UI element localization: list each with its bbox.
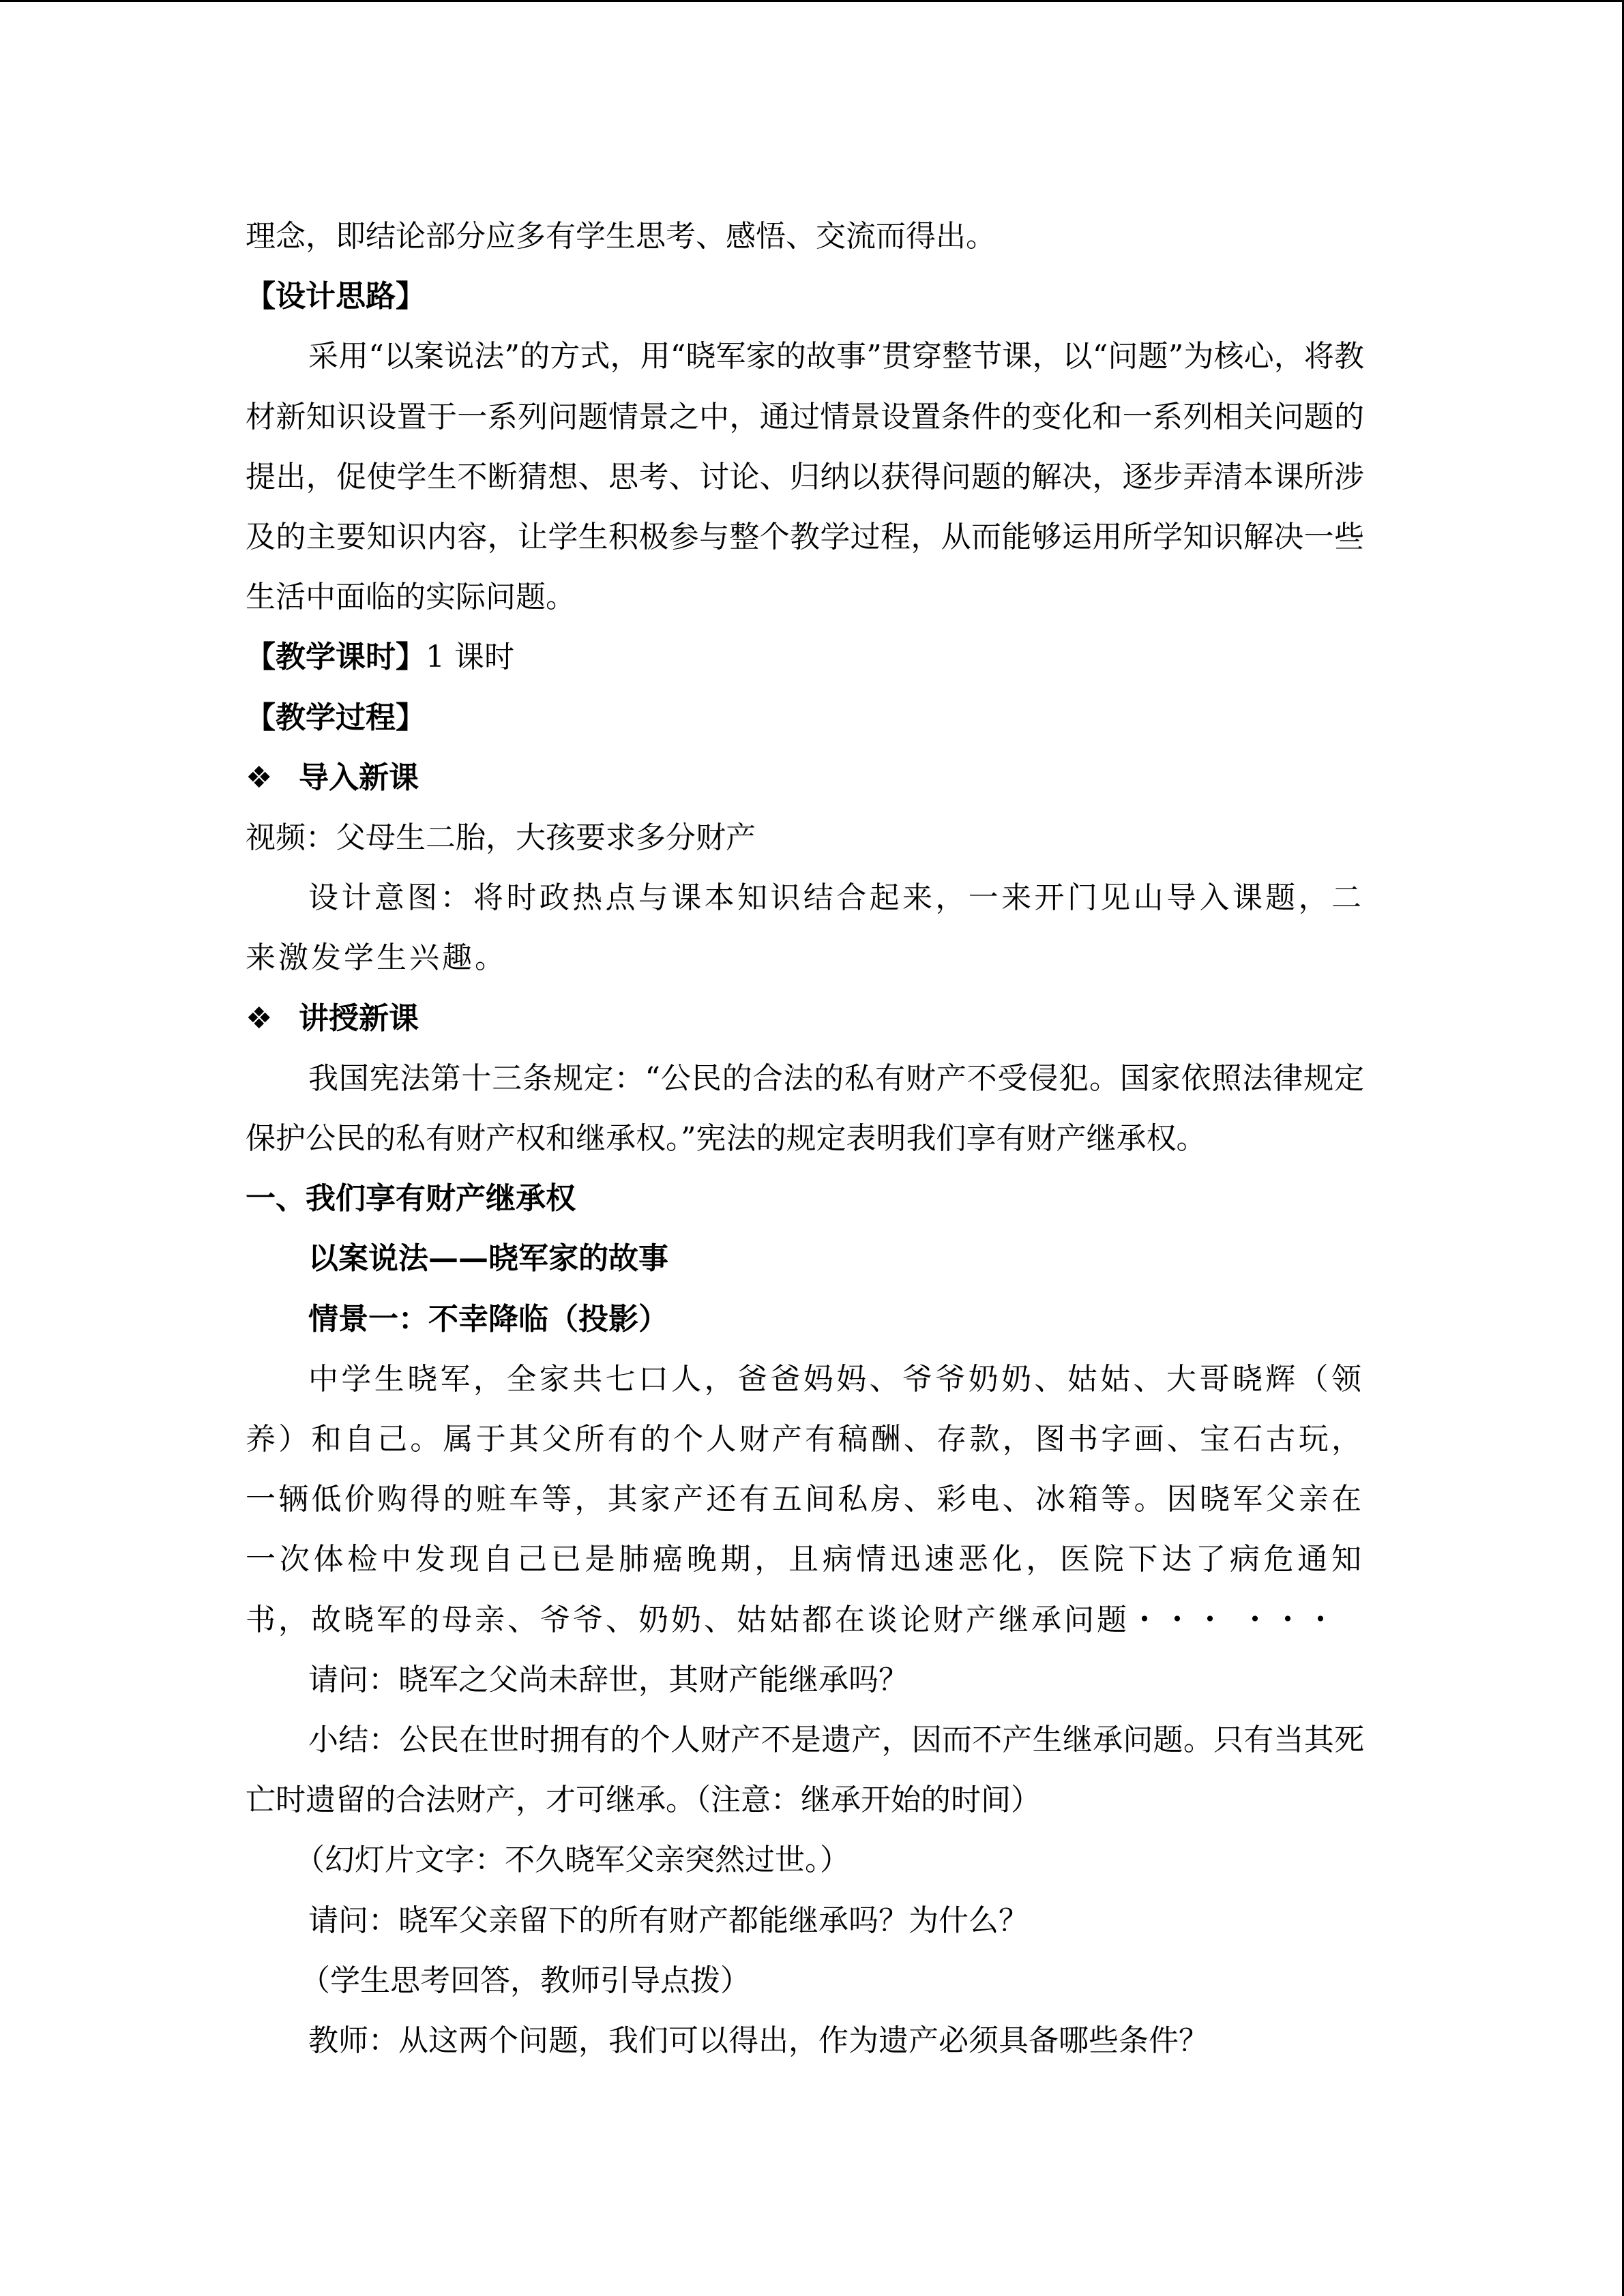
paragraph-design-idea: 采用“以案说法”的方式，用“晓军家的故事”贯穿整节课，以“问题”为核心，将教材新知识设置于一系列问题情景之中，通过情景设置条件的变化和一系列相关问题的提出，促使学生不断猜想、思考、讨论、归纳以获得问题的解决，逐步弄清本课所涉及的主要知识内容，让学生积极参与整个教学过程，从而能够运用所学知识解决一些生活中面临的实际问题。 [246,339,1364,615]
teaching-hours-line [246,627,1364,687]
heading-teaching-process: 【教学过程】 [246,700,426,735]
diamond-bullet-icon: ❖ [246,1000,273,1036]
heading-case-story: 以案说法——晓军家的故事 [308,1241,668,1277]
heading-intro: 导入新课 [299,760,419,795]
paragraph-question-1: 请问：晓军之父尚未辞世，其财产能继承吗？ [308,1662,909,1697]
heading-scene-1: 情景一：不幸降临（投影） [308,1301,668,1337]
paragraph-question-2: 请问：晓军父亲留下的所有财产都能继承吗？为什么？ [308,1903,1029,1938]
paragraph-constitution: 我国宪法第十三条规定：“公民的合法的私有财产不受侵犯。国家依照法律规定保护公民的私有财产权和继承权。”宪法的规定表明我们享有财产继承权。 [246,1060,1364,1157]
heading-teach-line [246,989,1364,1049]
paragraph-scene-1: 中学生晓军，全家共七口人，爸爸妈妈、爷爷奶奶、姑姑、大哥晓辉（领养）和自己。属于其父所有的个人财产有稿酬、存款，图书字画、宝石古玩，一辆低价购得的赃车等，其家产还有五间私房、彩电、冰箱等。因晓军父亲在一次体检中发现自己已是肺癌晚期，且病情迅速恶化，医院下达了病危通知书，故晓军的母亲、爷爷、奶奶、姑姑都在谈论财产继承问题・・・ ・・・ [246,1361,1364,1637]
paragraph-continuation: 理念，即结论部分应多有学生思考、感悟、交流而得出。 [246,219,996,254]
paragraph-slide-text: （幻灯片文字：不久晓军父亲突然过世。） [295,1843,850,1878]
document-body [246,207,1364,2071]
heading-section-1: 一、我们享有财产继承权 [246,1181,576,1217]
teaching-hours-value: 1 课时 [426,640,514,675]
paragraph-teacher: 教师：从这两个问题，我们可以得出，作为遗产必须具备哪些条件？ [308,2023,1209,2059]
heading-intro-line [246,748,1364,808]
paragraph-summary: 小结：公民在世时拥有的个人财产不是遗产，因而不产生继承问题。只有当其死亡时遗留的合法财产，才可继承。（注意：继承开始的时间） [246,1723,1364,1818]
diamond-bullet-icon: ❖ [246,760,273,795]
heading-design-idea: 【设计思路】 [246,279,426,314]
heading-teaching-hours: 【教学课时】 [246,640,426,675]
paragraph-design-intent: 设计意图：将时政热点与课本知识结合起来，一来开门见山导入课题，二来激发学生兴趣。 [246,880,1364,976]
paragraph-video: 视频：父母生二胎，大孩要求多分财产 [246,820,756,856]
paragraph-student-answer: （学生思考回答，教师引导点拨） [300,1963,750,1998]
heading-teach: 讲授新课 [299,1000,419,1036]
